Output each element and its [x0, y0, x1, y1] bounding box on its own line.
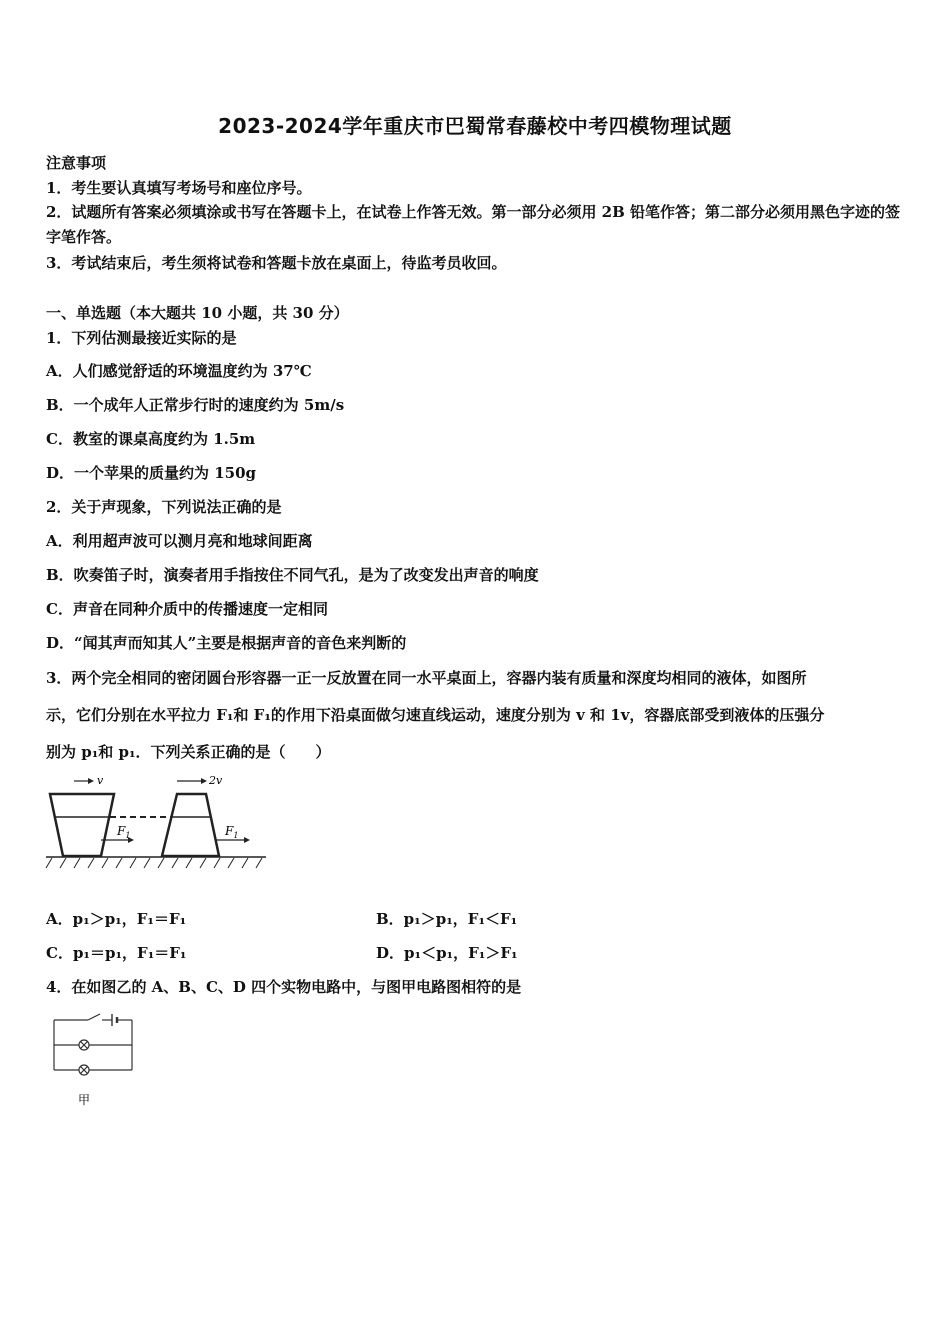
- notice-item-3: 3．考试结束后，考生须将试卷和答题卡放在桌面上，待监考员收回。: [46, 254, 507, 272]
- q2-option-c: C．声音在同种介质中的传播速度一定相同: [46, 600, 328, 618]
- notice-item-2: 2．试题所有答案必须填涂或书写在答题卡上，在试卷上作答无效。第一部分必须用 2B 铅笔作答；第二部分必须用黑色字迹的签字笔作答。: [46, 203, 901, 246]
- q2-stem: 2．关于声现象，下列说法正确的是: [46, 498, 282, 516]
- q2-option-b: B．吹奏笛子时，演奏者用手指按住不同气孔，是为了改变发出声音的响度: [46, 566, 539, 584]
- q1-option-d: D．一个苹果的质量约为 150g: [46, 464, 257, 482]
- q3-figure: [44, 772, 269, 876]
- q3-option-a: A．p₁＞p₁，F₁＝F₁: [46, 910, 187, 928]
- container-upright: [162, 794, 219, 856]
- page-title: 2023-2024学年重庆市巴蜀常春藤校中考四模物理试题: [218, 114, 732, 138]
- q1-option-a: A．人们感觉舒适的环境温度约为 37℃: [46, 362, 312, 380]
- section-heading: 一、单选题（本大题共 10 小题，共 30 分）: [46, 304, 349, 322]
- force-label-1: $F_1$: [117, 824, 131, 840]
- q3-stem-line-2: 示，它们分别在水平拉力 F₁和 F₁的作用下沿桌面做匀速直线运动，速度分别为 v 和 1v，容器底部受到液体的压强分: [46, 706, 825, 724]
- table-hatching: [46, 858, 262, 868]
- velocity-arrowhead-1: [88, 778, 94, 784]
- container-inverted: [50, 794, 114, 856]
- q2-option-d: D．“闻其声而知其人”主要是根据声音的音色来判断的: [46, 634, 407, 652]
- velocity-label-1: v: [97, 774, 104, 787]
- q3-option-d: D．p₁＜p₁，F₁＞F₁: [376, 944, 518, 962]
- q4-stem: 4．在如图乙的 A、B、C、D 四个实物电路中，与图甲电路图相符的是: [46, 978, 522, 996]
- velocity-arrowhead-2: [201, 778, 207, 784]
- q3-stem-line-1: 3．两个完全相同的密闭圆台形容器一正一反放置在同一水平桌面上，容器内装有质量和深度均相同的液体，如图所: [46, 669, 807, 687]
- notice-heading: 注意事项: [46, 154, 107, 172]
- force-label-2: $F_1$: [225, 824, 239, 840]
- q3-option-b: B．p₁＞p₁，F₁＜F₁: [376, 910, 518, 928]
- force-arrowhead-2: [244, 837, 250, 843]
- q2-option-a: A．利用超声波可以测月亮和地球间距离: [46, 532, 313, 550]
- q1-option-c: C．教室的课桌高度约为 1.5m: [46, 430, 256, 448]
- q3-stem-line-3: 别为 p₁和 p₁．下列关系正确的是（ ）: [46, 743, 331, 761]
- q3-option-c: C．p₁＝p₁，F₁＝F₁: [46, 944, 187, 962]
- velocity-label-2: 2v: [209, 774, 223, 787]
- q1-stem: 1．下列估测最接近实际的是: [46, 329, 237, 347]
- notice-item-1: 1．考生要认真填写考场号和座位序号。: [46, 179, 312, 197]
- switch-blade: [88, 1014, 100, 1020]
- figure-label-jia: 甲: [77, 1093, 91, 1107]
- q4-circuit-figure: [48, 1008, 140, 1110]
- q1-option-b: B．一个成年人正常步行时的速度约为 5m/s: [46, 396, 345, 414]
